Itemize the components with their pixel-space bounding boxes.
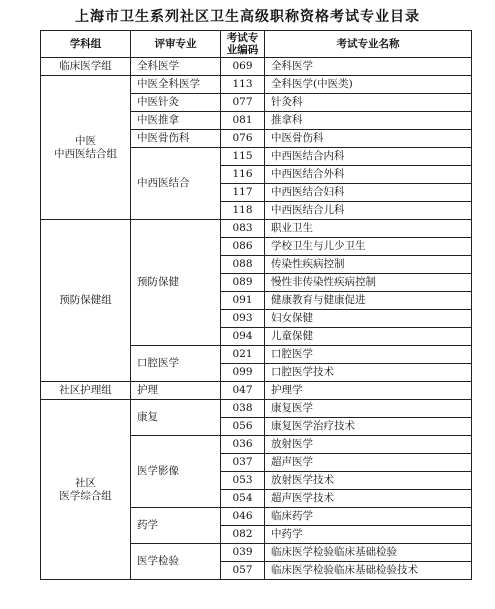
table-body (41, 58, 472, 580)
header-group: 学科组 (41, 31, 131, 58)
code-cell: 116 (221, 166, 265, 184)
exam-name-cell: 康复医学治疗技术 (265, 418, 472, 436)
exam-name-cell: 推拿科 (265, 112, 472, 130)
exam-name-cell: 全科医学 (265, 58, 472, 76)
header-exam-name: 考试专业名称 (265, 31, 472, 58)
exam-name-cell: 中西医结合内科 (265, 148, 472, 166)
code-cell: 082 (221, 526, 265, 544)
code-cell: 113 (221, 76, 265, 94)
code-cell: 039 (221, 544, 265, 562)
specialty-cell: 口腔医学 (131, 346, 221, 382)
code-cell: 054 (221, 490, 265, 508)
code-cell: 046 (221, 508, 265, 526)
exam-name-cell: 超声医学 (265, 454, 472, 472)
code-cell: 117 (221, 184, 265, 202)
code-cell: 118 (221, 202, 265, 220)
code-cell: 057 (221, 562, 265, 580)
table-header-row (41, 31, 472, 58)
group-cell: 预防保健组 (41, 220, 131, 382)
exam-name-cell: 放射医学 (265, 436, 472, 454)
exam-name-cell: 临床医学检验临床基础检验技术 (265, 562, 472, 580)
code-cell: 115 (221, 148, 265, 166)
specialty-cell: 中医针灸 (131, 94, 221, 112)
exam-name-cell: 康复医学 (265, 400, 472, 418)
exam-name-cell: 临床医学检验临床基础检验 (265, 544, 472, 562)
code-cell: 077 (221, 94, 265, 112)
specialty-cell: 中医推拿 (131, 112, 221, 130)
table-row (41, 400, 472, 418)
header-specialty: 评审专业 (131, 31, 221, 58)
exam-name-cell: 全科医学(中医类) (265, 76, 472, 94)
code-cell: 037 (221, 454, 265, 472)
group-cell: 社区 医学综合组 (41, 400, 131, 580)
exam-name-cell: 健康教育与健康促进 (265, 292, 472, 310)
code-cell: 053 (221, 472, 265, 490)
specialty-cell: 药学 (131, 508, 221, 544)
code-cell: 086 (221, 238, 265, 256)
page-title: 上海市卫生系列社区卫生高级职称资格考试专业目录 (75, 9, 420, 25)
specialty-cell: 中医全科医学 (131, 76, 221, 94)
exam-name-cell: 妇女保健 (265, 310, 472, 328)
code-cell: 099 (221, 364, 265, 382)
exam-name-cell: 中药学 (265, 526, 472, 544)
exam-name-cell: 中西医结合妇科 (265, 184, 472, 202)
exam-name-cell: 超声医学技术 (265, 490, 472, 508)
specialty-cell: 预防保健 (131, 220, 221, 346)
group-cell: 中医 中西医结合组 (41, 76, 131, 220)
code-cell: 083 (221, 220, 265, 238)
code-cell: 038 (221, 400, 265, 418)
specialty-cell: 中西医结合 (131, 148, 221, 220)
code-cell: 076 (221, 130, 265, 148)
exam-name-cell: 学校卫生与儿少卫生 (265, 238, 472, 256)
code-cell: 036 (221, 436, 265, 454)
exam-name-cell: 职业卫生 (265, 220, 472, 238)
exam-name-cell: 儿童保健 (265, 328, 472, 346)
header-code: 考试专 业编码 (221, 31, 265, 58)
exam-name-cell: 放射医学技术 (265, 472, 472, 490)
code-cell: 047 (221, 382, 265, 400)
table-row (41, 220, 472, 238)
exam-name-cell: 口腔医学技术 (265, 364, 472, 382)
specialty-cell: 护理 (131, 382, 221, 400)
exam-name-cell: 传染性疾病控制 (265, 256, 472, 274)
exam-name-cell: 针灸科 (265, 94, 472, 112)
exam-name-cell: 中医骨伤科 (265, 130, 472, 148)
specialty-cell: 医学影像 (131, 436, 221, 508)
code-cell: 056 (221, 418, 265, 436)
exam-name-cell: 慢性非传染性疾病控制 (265, 274, 472, 292)
exam-name-cell: 口腔医学 (265, 346, 472, 364)
exam-name-cell: 中西医结合外科 (265, 166, 472, 184)
group-cell: 社区护理组 (41, 382, 131, 400)
code-cell: 089 (221, 274, 265, 292)
code-cell: 069 (221, 58, 265, 76)
code-cell: 088 (221, 256, 265, 274)
code-cell: 081 (221, 112, 265, 130)
specialty-cell: 康复 (131, 400, 221, 436)
exam-name-cell: 中西医结合儿科 (265, 202, 472, 220)
table-row (41, 76, 472, 94)
code-cell: 093 (221, 310, 265, 328)
specialty-cell: 全科医学 (131, 58, 221, 76)
code-cell: 021 (221, 346, 265, 364)
table-row (41, 58, 472, 76)
exam-name-cell: 临床药学 (265, 508, 472, 526)
specialty-cell: 中医骨伤科 (131, 130, 221, 148)
table-row (41, 382, 472, 400)
code-cell: 091 (221, 292, 265, 310)
code-cell: 094 (221, 328, 265, 346)
group-cell: 临床医学组 (41, 58, 131, 76)
specialty-cell: 医学检验 (131, 544, 221, 580)
exam-name-cell: 护理学 (265, 382, 472, 400)
exam-specialty-table (40, 30, 472, 580)
